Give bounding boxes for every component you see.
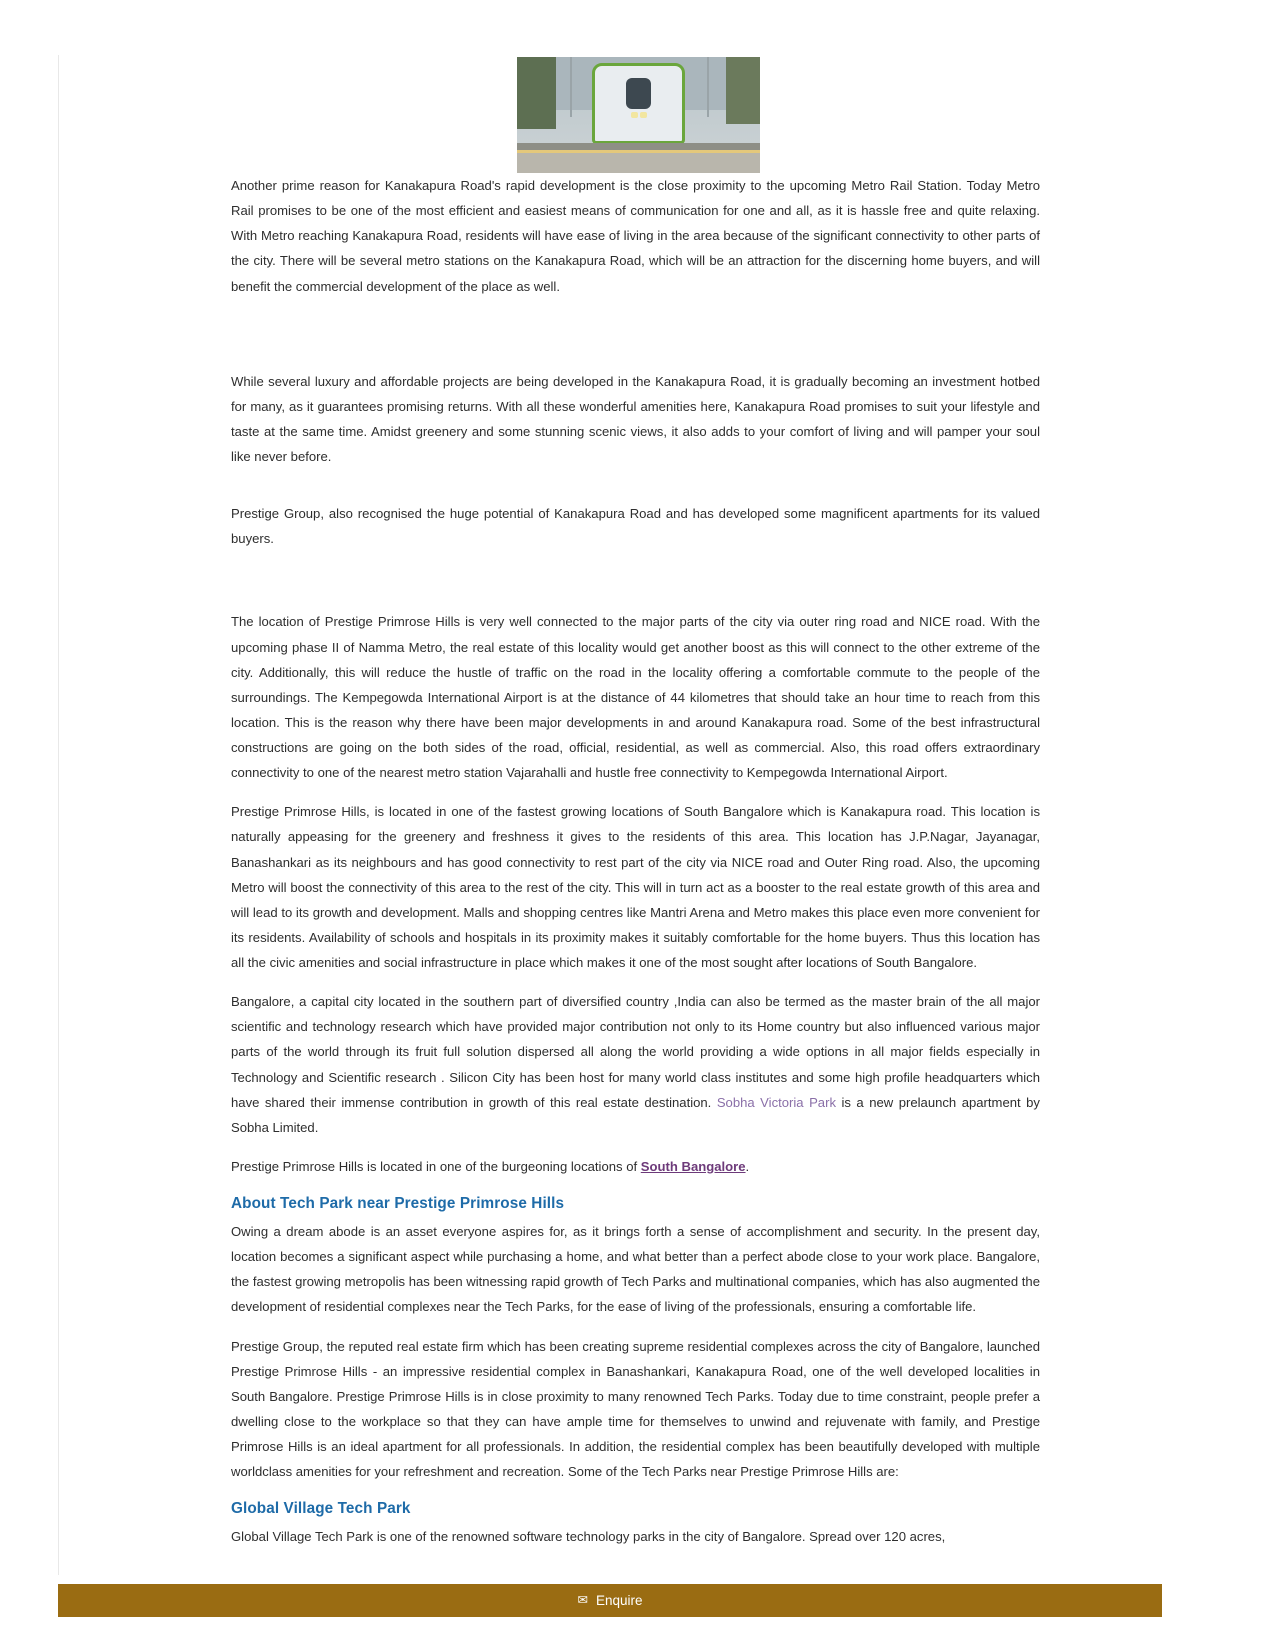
- global-village-paragraph-block: [59, 1524, 1218, 1549]
- paragraph-prestige-launch: Prestige Group, the reputed real estate firm which has been creating supreme residential complexes across the city of Bangalore, launched Prestige Primrose Hills - an impressive residential complex in Banashankari, Kanakapura Road, one of the well developed localities in South Bangalore. Prestige Primrose Hills is in close proximity to many renowned Tech Parks. Today due to time constraint, people prefer a dwelling close to the workplace so that they can have ample time for themselves to unwind and rejuvenate with family, and Prestige Primrose Hills is an ideal apartment for all professionals. In addition, the residential complex has been beautifully developed with multiple worldclass amenities for your refreshment and recreation. Some of the Tech Parks near Prestige Primrose Hills are:: [231, 1338, 1040, 1480]
- image-pole-left: [570, 57, 572, 117]
- paragraph-investment: While several luxury and affordable projects are being developed in the Kanakapura Road, it is gradually becoming an investment hotbed for many, as it guarantees promising returns. With all these wonderful amenities here, Kanakapura Road promises to suit your lifestyle and taste at the same time. Amidst greenery and some stunning scenic views, it also adds to your comfort of living and will pamper your soul like never before.: [231, 373, 1040, 464]
- envelope-icon: ✉: [577, 1593, 588, 1608]
- south-bangalore-link[interactable]: South Bangalore: [640, 1158, 746, 1174]
- document-sheet: [58, 55, 1217, 1575]
- paragraph-location-connectivity: The location of Prestige Primrose Hills is very well connected to the major parts of the city via outer ring road and NICE road. With the upcoming phase II of Namma Metro, the real estate of this locality would get another boost as this will connect to the other extreme of the city. Additionally, this will reduce the hustle of traffic on the road in the locality offering a comfortable commute to the people of the surroundings. The Kempegowda International Airport is at the distance of 44 kilometres that should take an hour time to reach from this location. This is the reason why there have been major developments in and around Kanakapura road. Some of the best infrastructural constructions are going on the both sides of the road, official, residential, as well as commercial. Also, this road offers extraordinary connectivity to one of the nearest metro station Vajarahalli and hustle free connectivity to Kempegowda International Airport.: [231, 614, 1040, 781]
- sobha-victoria-park-link[interactable]: Sobha Victoria Park: [716, 1094, 836, 1110]
- paragraph-metro: Another prime reason for Kanakapura Road's rapid development is the close proximity to the upcoming Metro Rail Station. Today Metro Rail promises to be one of the most efficient and easiest means of communication for one and all, as it is hassle free and quite relaxing. With Metro reaching Kanakapura Road, residents will have ease of living in the area because of the significant connectivity to other parts of the city. There will be several metro stations on the Kanakapura Road, which will be an attraction for the discerning home buyers, and will benefit the commercial development of the place as well.: [231, 178, 1040, 294]
- image-train-windshield: [626, 78, 650, 110]
- heading-about-tech-park: About Tech Park near Prestige Primrose Hills: [231, 1195, 565, 1212]
- enquire-footer-bar[interactable]: [58, 1584, 1162, 1617]
- image-deck: [517, 153, 760, 173]
- section-gap-2: [59, 589, 1218, 609]
- image-foliage-left: [517, 57, 556, 129]
- tech-park-paragraph-block: [59, 1219, 1218, 1484]
- burgeoning-text-before-link: Prestige Primrose Hills is located in one of the burgeoning locations of: [231, 1158, 641, 1174]
- paragraph-spacer-small: [231, 483, 1040, 501]
- metro-train-image-wrapper: [59, 55, 1218, 173]
- image-train-headlight-right: [640, 112, 647, 117]
- bangalore-text-after-link: is a new prelaunch apartment by Sobha Limited.: [231, 1094, 1040, 1135]
- image-train-body: [592, 63, 684, 144]
- paragraph-dream-abode: Owing a dream abode is an asset everyone aspires for, as it brings forth a sense of accomplishment and security. In the present day, location becomes a significant aspect while purchasing a home, and what better than a perfect abode close to your work place. Bangalore, the fastest growing metropolis has been witnessing rapid growth of Tech Parks and multinational companies, which has also augmented the development of residential complexes near the Tech Parks, for the ease of living of the professionals, ensuring a comfortable life.: [231, 1224, 1040, 1315]
- location-paragraph-block: [59, 609, 1218, 1179]
- metro-train-image: [517, 57, 760, 173]
- image-pole-right: [707, 57, 709, 117]
- image-foliage-right: [726, 57, 760, 124]
- bangalore-text-before-link: Bangalore, a capital city located in the southern part of diversified country ,India can also be termed as the master brain of the all major scientific and technology research which have provided major contribution not only to its Home country but also influenced various major parts of the world through its fruit full solution dispersed all along the world providing a wide options in all major fields especially in Technology and Scientific research . Silicon City has been host for many world class institutes and some high profile headquarters which have shared their immense contribution in growth of this real estate destination.: [231, 994, 1040, 1110]
- image-train-headlight-left: [631, 112, 638, 117]
- heading-global-village-tech-park: Global Village Tech Park: [231, 1500, 411, 1518]
- paragraph-burgeoning-location: [231, 1154, 1040, 1179]
- paragraph-global-village: Global Village Tech Park is one of the renowned software technology parks in the city of Bangalore. Spread over 120 acres,: [231, 1529, 946, 1545]
- document-content: [59, 55, 1218, 1559]
- enquire-label: Enquire: [595, 1593, 643, 1608]
- metro-paragraph-block: [59, 173, 1218, 551]
- paragraph-prestige-group: Prestige Group, also recognised the huge potential of Kanakapura Road and has developed some magnificent apartments for its valued buyers.: [231, 506, 1040, 547]
- paragraph-south-bangalore-growth: Prestige Primrose Hills, is located in one of the fastest growing locations of South Bangalore which is Kanakapura road. This location is naturally appeasing for the greenery and freshness it gives to the residents of this area. This location has J.P.Nagar, Jayanagar, Banashankari as its neighbours and has good connectivity to rest part of the city via NICE road and Outer Ring road. Also, the upcoming Metro will boost the connectivity of this area to the rest of the city. This will in turn act as a booster to the real estate growth of this area and will lead to its growth and development. Malls and shopping centres like Mantri Arena and Metro makes this place even more convenient for its residents. Availability of schools and hospitals in its proximity makes it suitably comfortable for the home buyers. Thus this location has all the civic amenities and social infrastructure in place which makes it one of the most sought after locations of South Bangalore.: [231, 804, 1040, 970]
- burgeoning-text-after-link: .: [745, 1158, 750, 1174]
- paragraph-spacer: [231, 313, 1040, 369]
- paragraph-bangalore-overview: [231, 989, 1040, 1140]
- section-gap: [59, 565, 1218, 589]
